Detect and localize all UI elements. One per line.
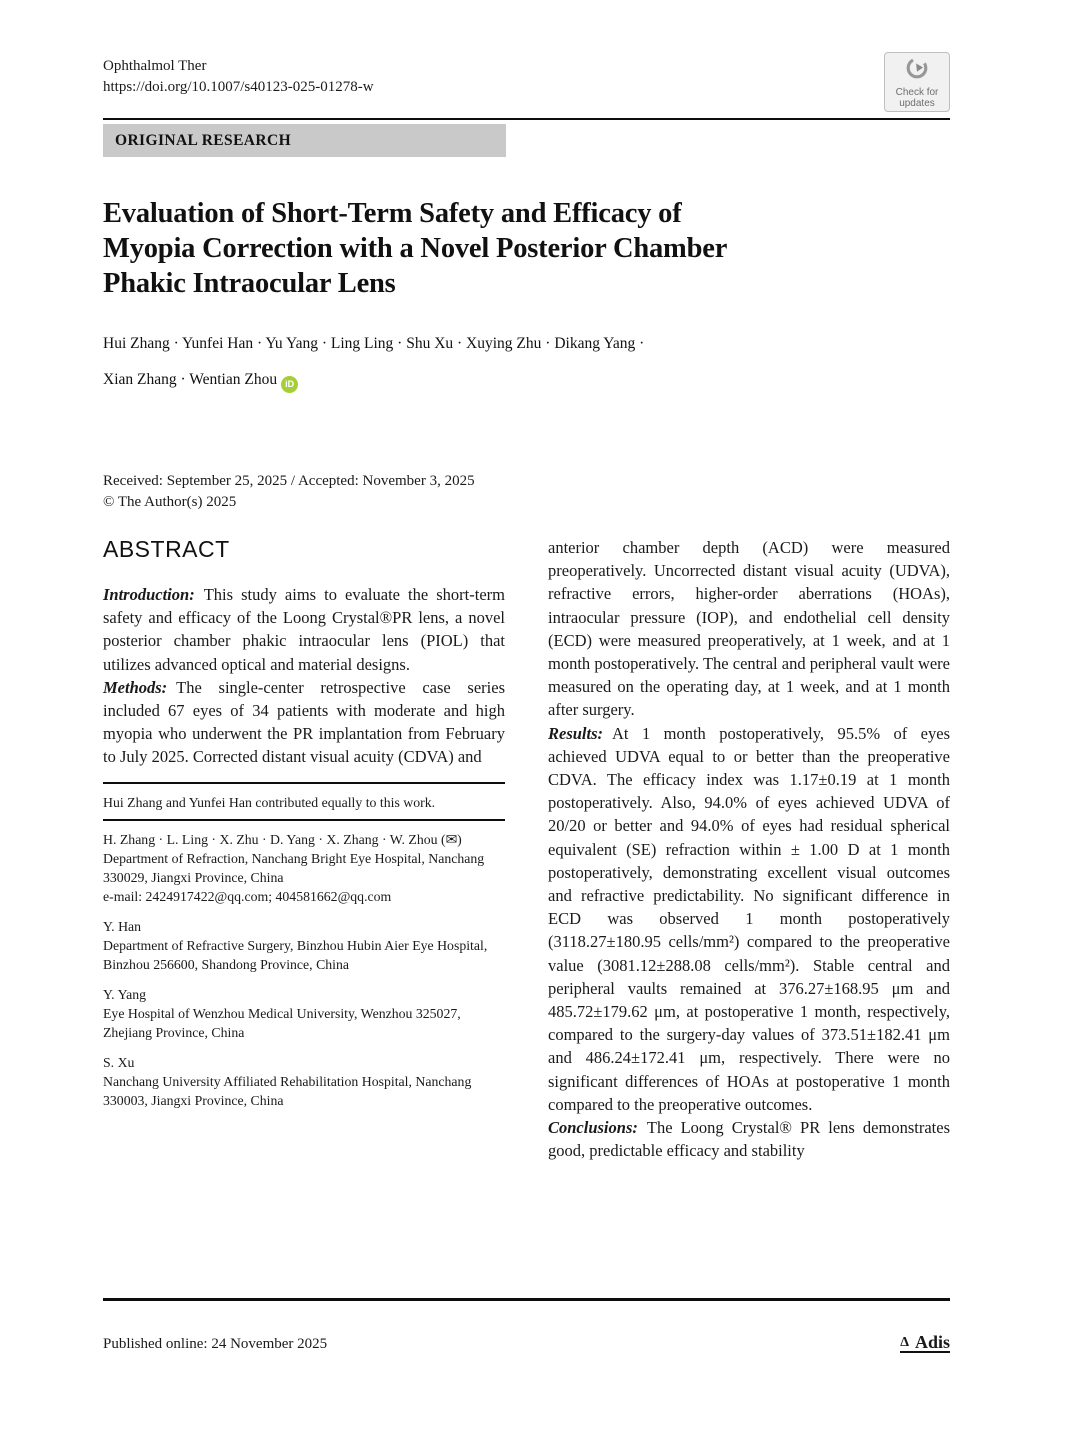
header-rule xyxy=(103,118,950,120)
right-column xyxy=(548,536,950,1162)
section-label: ORIGINAL RESEARCH xyxy=(103,124,506,157)
orcid-icon[interactable]: iD xyxy=(281,376,298,393)
dates-block xyxy=(103,471,950,513)
page-header xyxy=(103,56,950,112)
affiliation-address: Eye Hospital of Wenzhou Medical University, Wenzhou 325027, Zhejiang Province, China xyxy=(103,1005,461,1040)
affiliation-author: Y. Yang xyxy=(103,986,147,1002)
footer-rule xyxy=(103,1298,950,1301)
received-accepted-line: Received: September 25, 2025 / Accepted: November 3, 2025 xyxy=(103,473,475,489)
correspondence-block xyxy=(103,830,505,906)
adis-logo xyxy=(900,1334,950,1353)
authors-line2: Xian Zhang · Wentian Zhou xyxy=(103,371,278,388)
footnotes xyxy=(103,782,505,1110)
abstract-heading: ABSTRACT xyxy=(103,536,230,562)
affiliation-block xyxy=(103,917,505,974)
page-footer xyxy=(103,1334,950,1353)
adis-logo-text: Adis xyxy=(914,1332,950,1352)
abstract-conclusions xyxy=(548,1116,950,1162)
results-text: At 1 month postoperatively, 95.5% of eyes achieved UDVA equal to or better than the preoperative CDVA. The efficacy index was 1.17±0.19 at 1 month postoperatively. Also, 94.0% of eyes achieved UDVA of 20/20 or better and 94.0% of eyes had residual spherical equivalent (SE) refraction within ± 1.00 D at 1 month postoperatively, demonstrating excellent visual outcomes and refractive predictability. No significant difference in ECD was observed 1 month postoperatively (3118.27±180.95 cells/mm²) compared to the preoperative value (3081.12±288.08 cells/mm²). Stable central and peripheral vaults remained at 376.27±168.95 μm and 485.72±179.62 μm, at postoperative 1 month, respectively, compared to the surgery-day values of 373.51±182.41 μm and 486.24±172.41 μm, respectively. There were no significant differences of HOAs at postoperative 1 month compared to the preoperative outcomes. xyxy=(548,723,950,1114)
results-label: Results: xyxy=(548,723,604,743)
introduction-label: Introduction: xyxy=(103,585,195,604)
check-for-updates-badge[interactable] xyxy=(884,52,950,112)
doi-link[interactable]: https://doi.org/10.1007/s40123-025-01278-w xyxy=(103,79,374,95)
abstract-methods xyxy=(103,676,505,769)
two-column-body xyxy=(103,536,950,1162)
introduction-text: This study aims to evaluate the short-term safety and efficacy of the Loong Crystal®PR lens, a novel posterior chamber phakic intraocular lens (PIOL) that utilizes advanced optical and material designs. xyxy=(103,585,505,674)
footnote-rule-bottom xyxy=(103,819,505,821)
affiliation-author: S. Xu xyxy=(103,1054,135,1070)
abstract-methods-continuation: anterior chamber depth (ACD) were measured preoperatively. Uncorrected distant visual acuity (UDVA), refractive errors, higher-order aberrations (HOAs), intraocular pressure (IOP), and endothelial cell density (ECD) were measured preoperatively, at 1 week, and at 1 month postoperatively. The central and peripheral vault were measured on the operating day, at 1 week, and at 1 month after surgery. xyxy=(548,538,950,720)
paper-title: Evaluation of Short-Term Safety and Efficacy of Myopia Correction with a Novel Posterior Chamber Phakic Intraocular Lens xyxy=(103,198,727,299)
correspondence-address: Department of Refraction, Nanchang Bright Eye Hospital, Nanchang 330029, Jiangxi Province, China xyxy=(103,850,485,885)
affiliation-block xyxy=(103,985,505,1042)
badge-text-line1: Check for xyxy=(895,87,939,98)
correspondence-email[interactable]: e-mail: 2424917422@qq.com; 404581662@qq.com xyxy=(103,888,392,904)
affiliation-address: Department of Refractive Surgery, Binzhou Hubin Aier Eye Hospital, Binzhou 256600, Shandong Province, China xyxy=(103,937,488,972)
methods-text: The single-center retrospective case series included 67 eyes of 34 patients with moderate and high myopia who underwent the PR implantation from February to July 2025. Corrected distant visual acuity (CDVA) and xyxy=(103,677,505,767)
left-column xyxy=(103,536,505,1121)
check-updates-icon xyxy=(904,55,930,86)
copyright-line: © The Author(s) 2025 xyxy=(103,494,237,510)
methods-label: Methods: xyxy=(103,677,168,697)
author-list xyxy=(103,326,950,398)
published-online-line: Published online: 24 November 2025 xyxy=(103,1336,328,1352)
authors-line1: Hui Zhang · Yunfei Han · Yu Yang · Ling Ling · Shu Xu · Xuying Zhu · Dikang Yang · xyxy=(103,335,645,352)
equal-contribution-note: Hui Zhang and Yunfei Han contributed equally to this work. xyxy=(103,794,436,810)
adis-triangle-icon: Δ xyxy=(900,1335,909,1350)
abstract-results xyxy=(548,722,950,1116)
correspondence-names: H. Zhang · L. Ling · X. Zhu · D. Yang · X. Zhang · W. Zhou (✉) xyxy=(103,831,462,847)
badge-text-line2: updates xyxy=(899,98,935,109)
affiliation-block xyxy=(103,1053,505,1110)
affiliation-author: Y. Han xyxy=(103,918,142,934)
conclusions-label: Conclusions: xyxy=(548,1118,638,1138)
conclusions-text: The Loong Crystal® PR lens demonstrates good, predictable efficacy and stability xyxy=(548,1118,950,1161)
footnote-rule-top xyxy=(103,782,505,784)
abstract-introduction xyxy=(103,583,505,676)
journal-name: Ophthalmol Ther xyxy=(103,58,207,74)
affiliation-address: Nanchang University Affiliated Rehabilitation Hospital, Nanchang 330003, Jiangxi Province, China xyxy=(103,1073,472,1108)
